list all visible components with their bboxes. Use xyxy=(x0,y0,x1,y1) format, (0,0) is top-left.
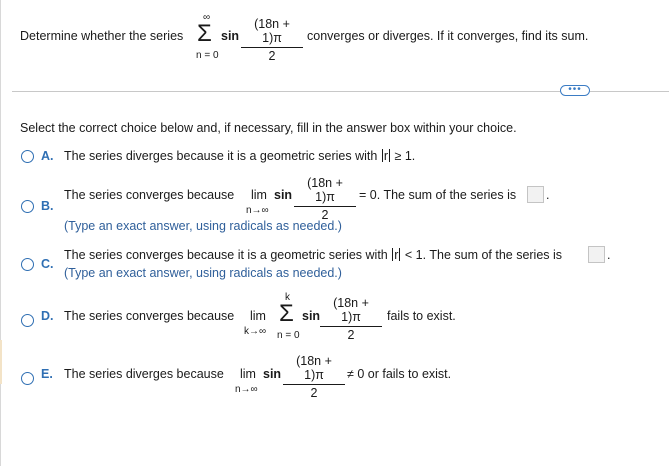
question-fraction xyxy=(241,17,303,63)
choice-b-fraction xyxy=(294,176,356,222)
choice-b-sin: sin xyxy=(274,188,293,202)
choice-d-text-before: The series converges because xyxy=(64,309,235,323)
choice-b-radio[interactable] xyxy=(21,200,34,213)
instruction-text: Select the correct choice below and, if necessary, fill in the answer box within your choice. xyxy=(20,121,517,135)
choice-d-upper-limit: k xyxy=(285,292,290,303)
series-upper-limit: ∞ xyxy=(203,12,211,23)
choice-b-answer-box[interactable] xyxy=(527,186,544,203)
choice-b-lim: lim xyxy=(251,188,267,202)
choice-a-text-before: The series diverges because it is a geometric series with xyxy=(64,149,378,163)
choice-e-sin: sin xyxy=(263,367,282,381)
fraction-numerator: (18n + 1)π xyxy=(320,296,382,327)
choice-c-text xyxy=(64,248,562,262)
choice-a-text-after: ≥ 1. xyxy=(394,149,416,163)
choice-d-letter: D. xyxy=(41,309,54,323)
choice-d-fraction xyxy=(320,296,382,342)
question-prefix: Determine whether the series xyxy=(20,29,184,43)
choice-e-fraction xyxy=(283,354,345,400)
question-suffix: converges or diverges. If it converges, find its sum. xyxy=(307,29,589,43)
choice-e-letter: E. xyxy=(41,367,53,381)
choice-c-text-end: . xyxy=(607,248,611,262)
series-lower-limit: n = 0 xyxy=(196,50,219,61)
choice-b-letter: B. xyxy=(41,199,54,213)
fraction-numerator: (18n + 1)π xyxy=(283,354,345,385)
sigma-symbol: Σ xyxy=(279,300,294,327)
choice-b-hint: (Type an exact answer, using radicals as needed.) xyxy=(64,219,342,233)
choice-b-text-before: The series converges because xyxy=(64,188,235,202)
choice-d-lim: lim xyxy=(250,309,266,323)
choice-d-lower-limit: n = 0 xyxy=(277,330,300,341)
left-edge xyxy=(0,0,1,466)
fraction-denominator: 2 xyxy=(321,208,329,222)
choice-d-sin: sin xyxy=(302,309,321,323)
left-edge-accent xyxy=(0,340,2,384)
abs-bar-right xyxy=(399,248,400,261)
choice-c-text-before: The series converges because it is a geometric series with xyxy=(64,248,388,262)
more-options-button[interactable]: ••• xyxy=(560,85,590,96)
choice-e-text-after: ≠ 0 or fails to exist. xyxy=(347,367,452,381)
choice-c-answer-box[interactable] xyxy=(588,246,605,263)
section-divider xyxy=(12,91,560,92)
fraction-denominator: 2 xyxy=(268,49,276,63)
fraction-numerator: (18n + 1)π xyxy=(241,17,303,48)
choice-b-text-end: . xyxy=(546,188,550,202)
choice-d-radio[interactable] xyxy=(21,314,34,327)
sigma-symbol: Σ xyxy=(197,20,212,47)
fraction-numerator: (18n + 1)π xyxy=(294,176,356,207)
choice-a-letter: A. xyxy=(41,149,54,163)
choice-c-hint: (Type an exact answer, using radicals as needed.) xyxy=(64,266,342,280)
choice-e-radio[interactable] xyxy=(21,372,34,385)
choice-c-radio[interactable] xyxy=(21,258,34,271)
section-divider-right xyxy=(590,91,669,92)
choice-c-letter: C. xyxy=(41,257,54,271)
choice-b-text-mid: = 0. The sum of the series is xyxy=(359,188,517,202)
sin-function: sin xyxy=(221,29,240,43)
choice-e-lim: lim xyxy=(240,367,256,381)
choice-d-lim-sub: k→∞ xyxy=(244,326,267,337)
choice-a-r: r xyxy=(383,149,388,163)
choice-a-radio[interactable] xyxy=(21,150,34,163)
abs-bar-right xyxy=(389,149,390,162)
choice-c-text-after: < 1. The sum of the series is xyxy=(404,248,563,262)
choice-e-lim-sub: n→∞ xyxy=(235,384,258,395)
choice-d-text-after: fails to exist. xyxy=(387,309,456,323)
abs-bar-left xyxy=(382,149,383,162)
choice-e-text-before: The series diverges because xyxy=(64,367,224,381)
choice-b-lim-sub: n→∞ xyxy=(246,205,269,216)
fraction-denominator: 2 xyxy=(347,328,355,342)
choice-c-r: r xyxy=(394,248,399,262)
fraction-denominator: 2 xyxy=(310,386,318,400)
choice-a-text xyxy=(64,149,415,163)
